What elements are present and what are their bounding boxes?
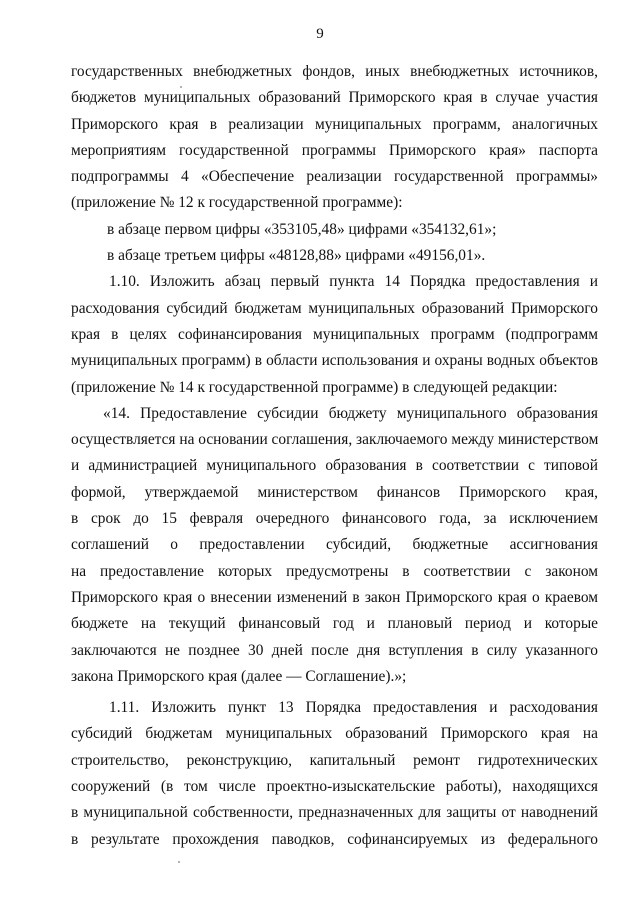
- text-line: (приложение № 12 к государственной программе):: [71, 194, 403, 212]
- text-line: мероприятиям государственной программы Приморского края» паспорта: [71, 141, 598, 159]
- paragraph-first-abzac: [71, 217, 598, 243]
- scan-speck: [180, 86, 182, 88]
- paragraph-continuation: [71, 59, 598, 217]
- scan-speck: [178, 861, 180, 863]
- text-line: осуществляется на основании соглашения, заключаемого между министерством: [71, 431, 599, 449]
- text-line: соглашений о предоставлении субсидий, бюджетные ассигнования: [71, 536, 598, 554]
- text-line: субсидий бюджетам муниципальных образований Приморского края на: [71, 725, 598, 743]
- paragraph-1-10: [71, 269, 598, 400]
- text-line: 1.10. Изложить абзац первый пункта 14 Порядка предоставления и: [109, 273, 598, 291]
- text-line: на предоставление которых предусмотрены в соответствии с законом: [71, 562, 598, 580]
- text-line: сооружений (в том числе проектно-изыскательские работы), находящихся: [71, 778, 598, 796]
- text-line: в абзаце первом цифры «353105,48» цифрами «354132,61»;: [107, 220, 497, 238]
- text-line: края в целях софинансирования муниципальных программ (подпрограмм: [71, 325, 598, 343]
- text-line: заключаются не позднее 30 дней после дня вступления в силу указанного: [71, 641, 598, 659]
- page-number: 9: [316, 26, 324, 42]
- paragraph-quoted-14: [71, 401, 598, 690]
- text-line: подпрограммы 4 «Обеспечение реализации государственной программы»: [71, 168, 598, 186]
- text-line: государственных внебюджетных фондов, иных внебюджетных источников,: [71, 63, 598, 80]
- text-line: 1.11. Изложить пункт 13 Порядка предоставления и расходования: [109, 699, 598, 717]
- text-line: «14. Предоставление субсидии бюджету муниципального образования: [103, 404, 598, 422]
- text-line: в результате прохождения паводков, софинансируемых из федерального: [71, 830, 598, 848]
- text-line: (приложение № 14 к государственной программе) в следующей редакции:: [71, 378, 558, 396]
- text-line: и администрацией муниципального образования в соответствии с типовой: [71, 457, 598, 475]
- paragraph-1-11: [71, 695, 598, 853]
- text-line: в муниципальной собственности, предназначенных для защиты от наводнений: [71, 804, 598, 822]
- text-line: строительство, реконструкцию, капитальный ремонт гидротехнических: [71, 751, 598, 769]
- text-line: расходования субсидий бюджетам муниципальных образований Приморского: [71, 299, 598, 317]
- text-line: закона Приморского края (далее — Соглашение).»;: [71, 667, 407, 685]
- text-line: бюджетов муниципальных образований Приморского края в случае участия: [71, 89, 598, 107]
- text-line: муниципальных программ) в области использования и охраны водных объектов: [71, 352, 598, 370]
- text-line: бюджете на текущий финансовый год и плановый период и которые: [71, 615, 598, 633]
- paragraph-third-abzac: [71, 243, 598, 269]
- text-line: Приморского края в реализации муниципальных программ, аналогичных: [71, 115, 598, 133]
- document-body: [71, 59, 598, 853]
- text-line: Приморского края о внесении изменений в закон Приморского края о краевом: [71, 588, 598, 606]
- text-line: в абзаце третьем цифры «48128,88» цифрами «49156,01».: [107, 247, 486, 265]
- text-line: формой, утверждаемой министерством финансов Приморского края,: [71, 483, 598, 501]
- text-line: в срок до 15 февраля очередного финансового года, за исключением: [71, 510, 598, 528]
